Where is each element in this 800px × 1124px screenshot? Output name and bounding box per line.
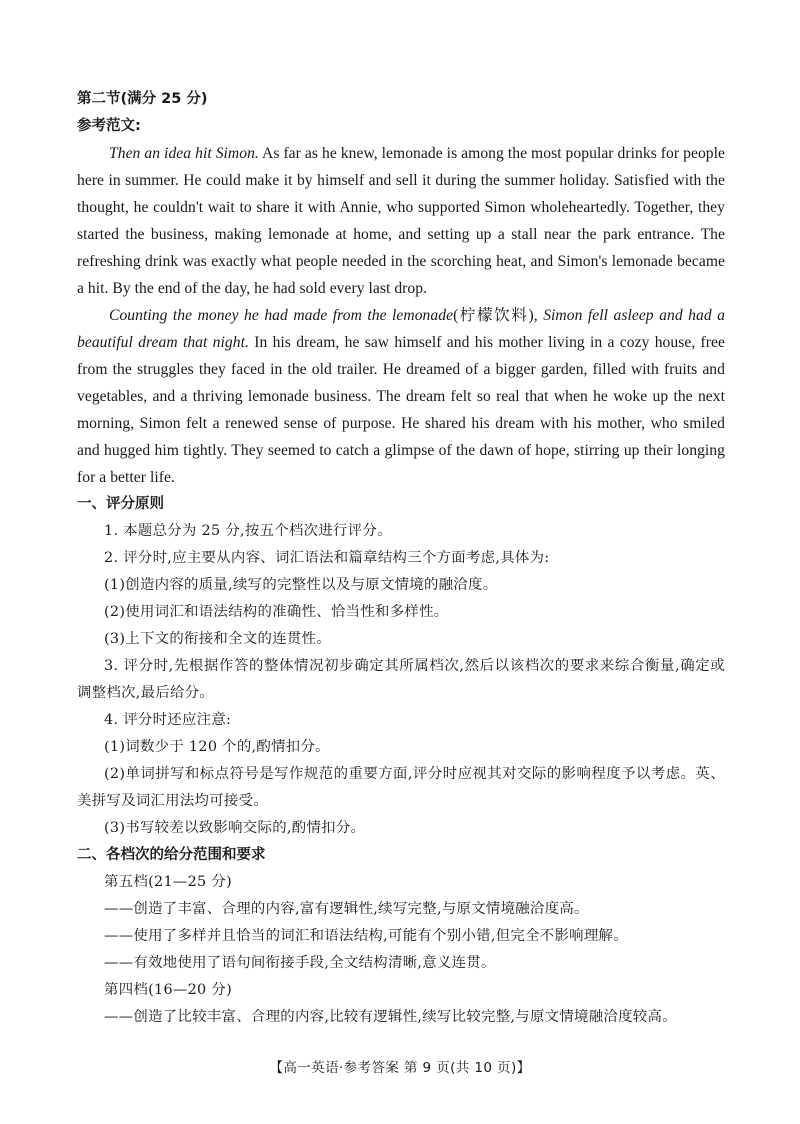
essay-p2-lead-a: Counting the money he had made from the lemonade	[109, 307, 454, 324]
principle-line: (2)使用词汇和语法结构的准确性、恰当性和多样性。	[104, 604, 449, 620]
essay-paragraph-2	[77, 302, 725, 491]
principle-line: (3)上下文的衔接和全文的连贯性。	[104, 631, 331, 647]
principle-line: (3)书写较差以致影响交际的,酌情扣分。	[104, 820, 366, 836]
essay-p2-note: (柠檬饮料)	[453, 307, 534, 324]
level-4-item: ——创造了比较丰富、合理的内容,比较有逻辑性,续写比较完整,与原文情境融洽度较高。	[104, 1009, 677, 1025]
essay-p2-body: In his dream, he saw himself and his mother living in a cozy house, free from the struggles they faced in the old trailer. He dreamed of a bigger garden, filled with fruits and vegetables, and a thriving lemonade business. The dream felt so real that when he woke up the next morning, Simon felt a renewed sense of purpose. He shared his dream with his mother, who smiled and hugged him tightly. They seemed to catch a glimpse of the dawn of hope, stirring up their longing for a better life.	[77, 334, 725, 486]
essay-paragraph-1	[77, 140, 725, 302]
level-5-item: ——创造了丰富、合理的内容,富有逻辑性,续写完整,与原文情境融洽度高。	[104, 901, 589, 917]
essay-p1-lead: Then an idea hit Simon.	[109, 145, 259, 162]
level-5-item: ——有效地使用了语句间衔接手段,全文结构清晰,意义连贯。	[104, 955, 496, 971]
level-5-title: 第五档(21—25 分)	[104, 874, 232, 890]
principle-line: (1)创造内容的质量,续写的完整性以及与原文情境的融洽度。	[104, 577, 498, 593]
principle-line: (2)单词拼写和标点符号是写作规范的重要方面,评分时应视其对交际的影响程度予以考虑。英、美拼写及词汇用法均可接受。	[77, 766, 725, 809]
level-5-item: ——使用了多样并且恰当的词汇和语法结构,可能有个别小错,但完全不影响理解。	[104, 928, 628, 944]
principles-heading: 一、评分原则	[77, 496, 164, 512]
essay-p1-body: As far as he knew, lemonade is among the most popular drinks for people here in summer. He could make it by himself and sell it during the summer holiday. Satisfied with the thought, he couldn't wait to share it with Annie, who supported Simon wholeheartedly. Together, they started the business, making lemonade at home, and setting up a stall near the park entrance. The refreshing drink was exactly what people needed in the scorching heat, and Simon's lemonade became a hit. By the end of the day, he had sold every last drop.	[77, 145, 725, 297]
page-footer: 【高一英语·参考答案 第 9 页(共 10 页)】	[269, 1060, 531, 1076]
sample-essay-label: 参考范文:	[77, 118, 141, 134]
principle-line: 2. 评分时,应主要从内容、词汇语法和篇章结构三个方面考虑,具体为:	[104, 550, 550, 566]
essay-p2-lead-b: , Simon fell asleep and had a beautiful dream that night.	[77, 307, 726, 351]
section-title: 第二节(满分 25 分)	[77, 91, 208, 107]
answer-page	[77, 86, 725, 1031]
principle-line: 1. 本题总分为 25 分,按五个档次进行评分。	[104, 523, 392, 539]
principle-line: 3. 评分时,先根据作答的整体情况初步确定其所属档次,然后以该档次的要求来综合衡量,确定或调整档次,最后给分。	[77, 658, 725, 701]
levels-heading: 二、各档次的给分范围和要求	[77, 847, 266, 863]
principle-line: (1)词数少于 120 个的,酌情扣分。	[104, 739, 330, 755]
principle-line: 4. 评分时还应注意:	[104, 712, 232, 728]
level-4-title: 第四档(16—20 分)	[104, 982, 232, 998]
